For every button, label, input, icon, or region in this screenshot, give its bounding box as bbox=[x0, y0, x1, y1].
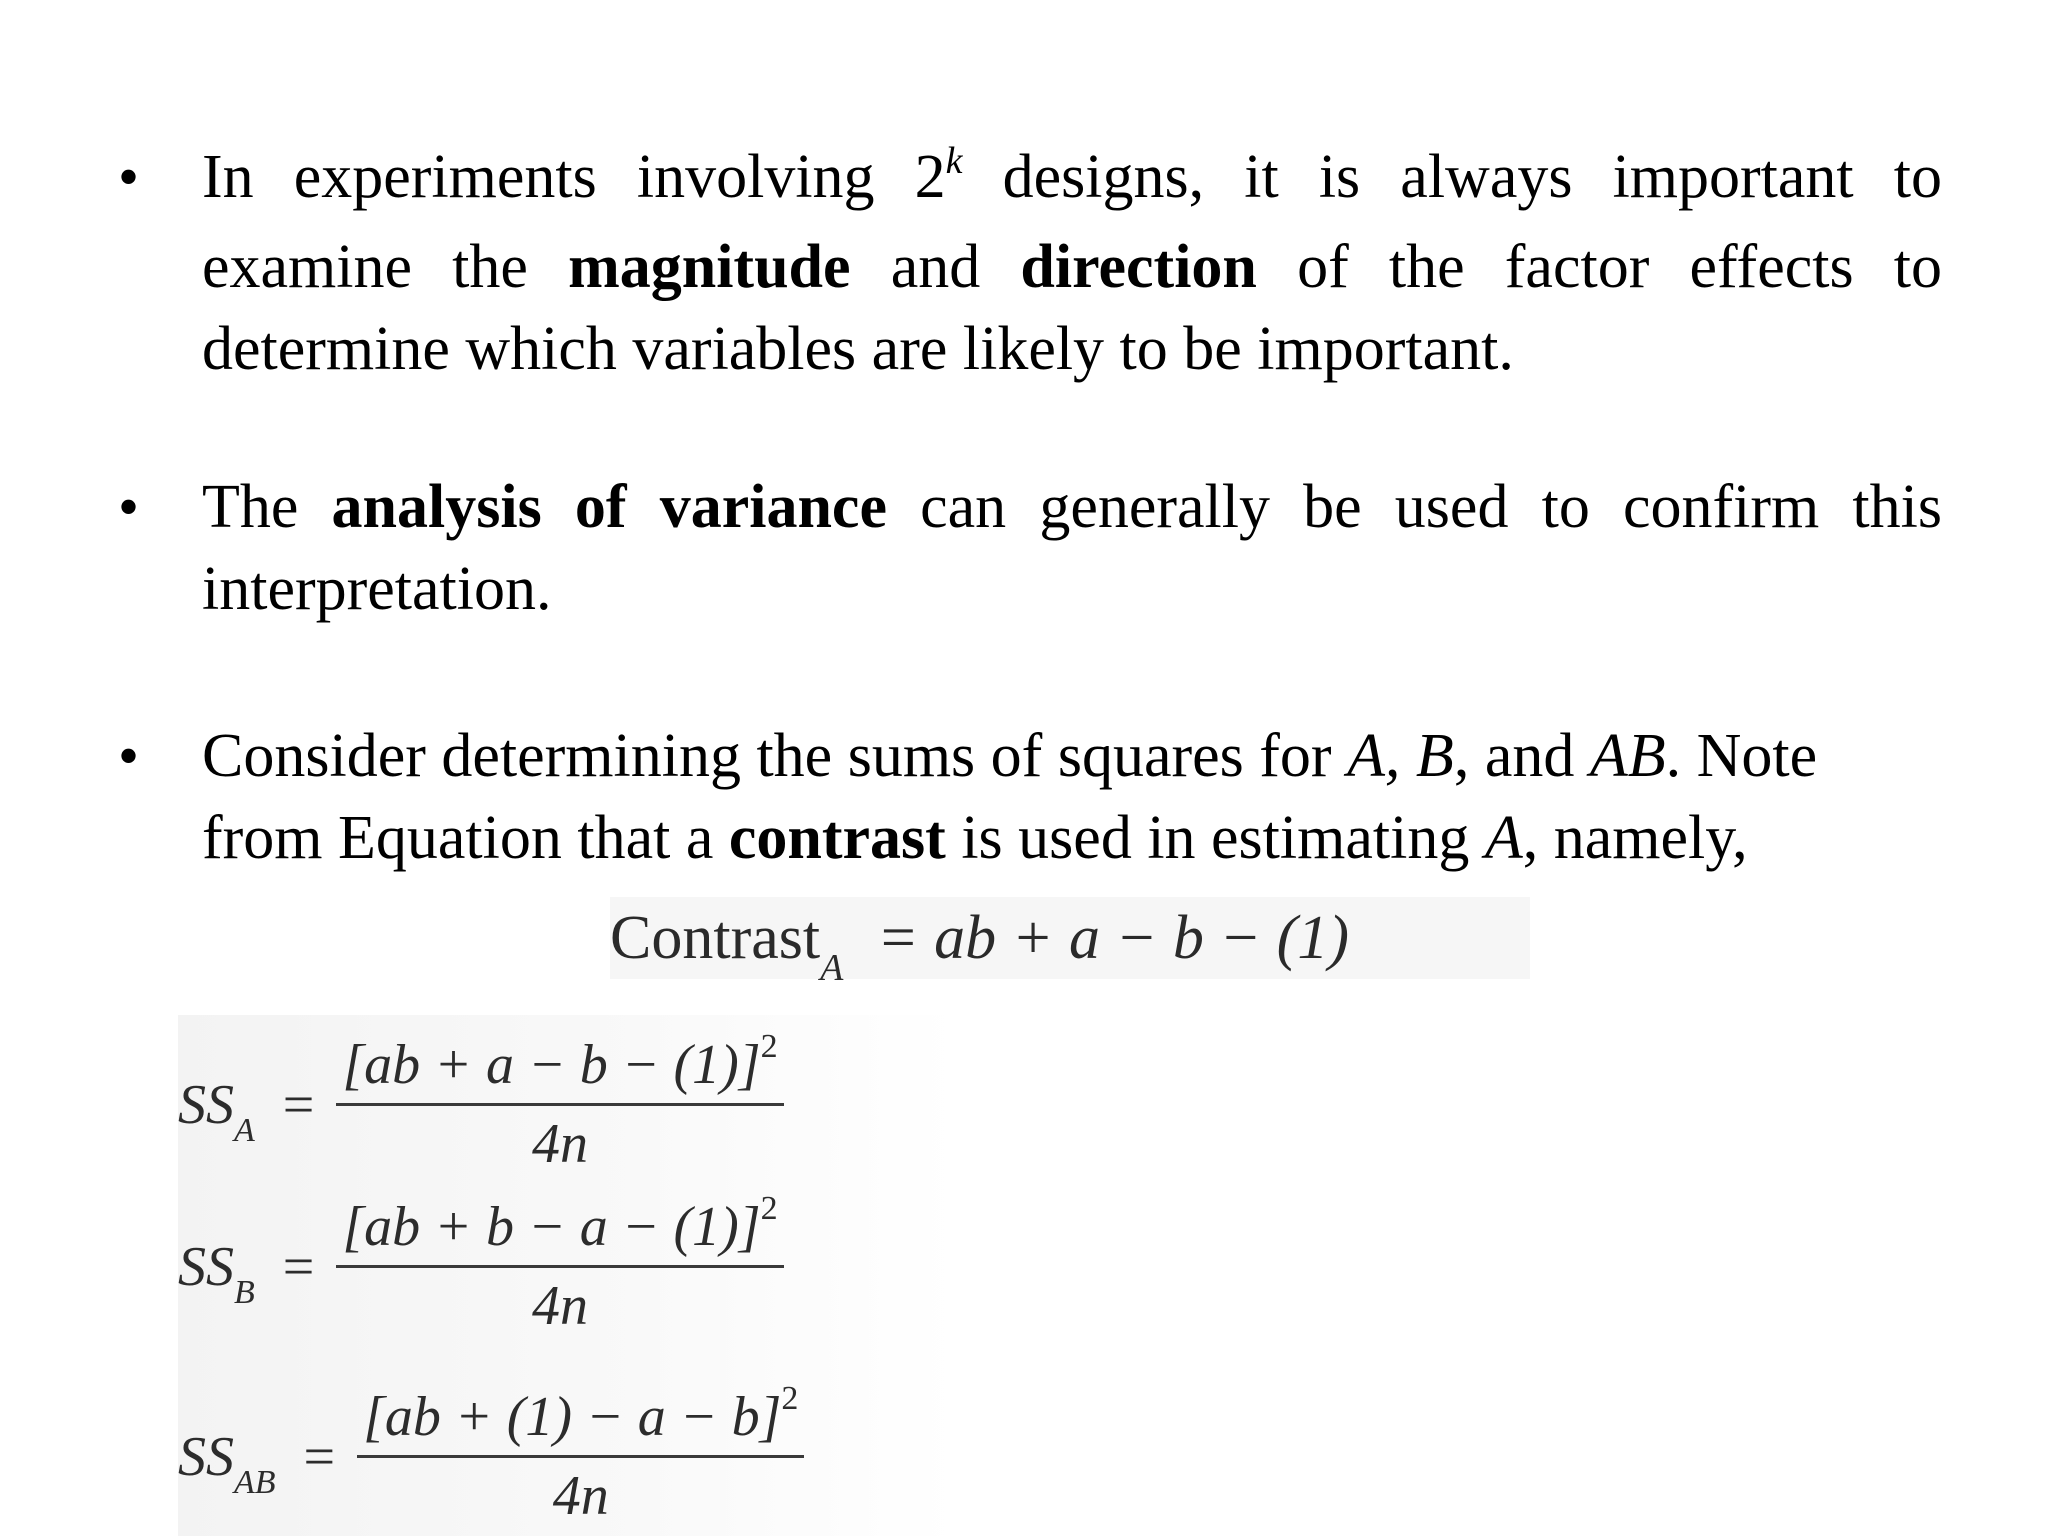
bullet-marker-3: • bbox=[118, 723, 140, 789]
text-segment: is used in estimating bbox=[945, 804, 1485, 872]
bold-analysis-of-variance: analysis of variance bbox=[331, 473, 887, 541]
ss-ab-numerator: [ab + (1) − a − b]$^2$ bbox=[357, 1385, 804, 1458]
text-segment: . Note from Equation that a bbox=[202, 722, 1818, 872]
ss-ab-fraction bbox=[357, 1380, 804, 1528]
ss-a-equation bbox=[178, 1028, 784, 1176]
bullet-paragraph-factor-effects bbox=[202, 136, 1942, 390]
text-segment: designs, it is always important to examine the bbox=[202, 143, 1942, 301]
italic-a-b: A, B bbox=[1347, 722, 1454, 790]
equals-sign: = bbox=[282, 1235, 315, 1298]
text-segment: , and bbox=[1453, 722, 1590, 790]
contrast-label: Contrast bbox=[610, 904, 821, 972]
ss-a-denominator: 4n bbox=[532, 1113, 588, 1175]
text-segment: Consider determining the sums of squares for bbox=[202, 722, 1348, 790]
bold-direction: direction bbox=[1020, 233, 1257, 301]
italic-ab: AB bbox=[1589, 722, 1666, 790]
text-segment: and bbox=[850, 233, 1021, 301]
text-segment: can generally be used to confirm this interpretation. bbox=[202, 473, 1942, 623]
equals-sign: = bbox=[282, 1073, 315, 1136]
contrast-rhs: = ab + a − b − (1) bbox=[876, 904, 1349, 972]
bullet-marker-1: • bbox=[118, 144, 140, 210]
equals-sign: = bbox=[303, 1425, 336, 1488]
ss-b-denominator: 4n bbox=[532, 1275, 588, 1337]
text-segment: of the factor effects to determine which variables are likely to be important. bbox=[202, 233, 1942, 383]
ss-ab-denominator: 4n bbox=[552, 1465, 609, 1527]
bullet-paragraph-anova bbox=[202, 466, 1942, 630]
ss-a-lhs: $SS_A$ bbox=[178, 1073, 255, 1149]
ss-a-numerator: [ab + a − b − (1)]$^2$ bbox=[336, 1033, 783, 1106]
text-segment: The bbox=[202, 473, 332, 541]
ss-b-lhs: $SS_B$ bbox=[178, 1235, 255, 1311]
text-segment: In experiments involving 2 bbox=[202, 143, 946, 211]
ss-ab-equation bbox=[178, 1380, 804, 1528]
ss-b-equation bbox=[178, 1190, 784, 1338]
bullet-marker-2: • bbox=[118, 474, 140, 540]
bold-magnitude: magnitude bbox=[568, 233, 851, 301]
bold-contrast: contrast bbox=[728, 804, 946, 872]
ss-b-numerator: [ab + b − a − (1)]$^2$ bbox=[336, 1195, 783, 1268]
italic-a: A bbox=[1484, 804, 1523, 872]
contrast-equation bbox=[610, 897, 1530, 989]
superscript-k: k bbox=[945, 140, 963, 182]
ss-a-fraction bbox=[336, 1028, 783, 1176]
text-segment: , namely, bbox=[1522, 804, 1748, 872]
ss-b-fraction bbox=[336, 1190, 783, 1338]
sum-of-squares-equations bbox=[178, 1015, 958, 1536]
ss-ab-lhs: $SS_{AB}$ bbox=[178, 1425, 276, 1501]
bullet-paragraph-sums-of-squares bbox=[202, 715, 1902, 879]
contrast-subscript: A bbox=[820, 947, 844, 989]
